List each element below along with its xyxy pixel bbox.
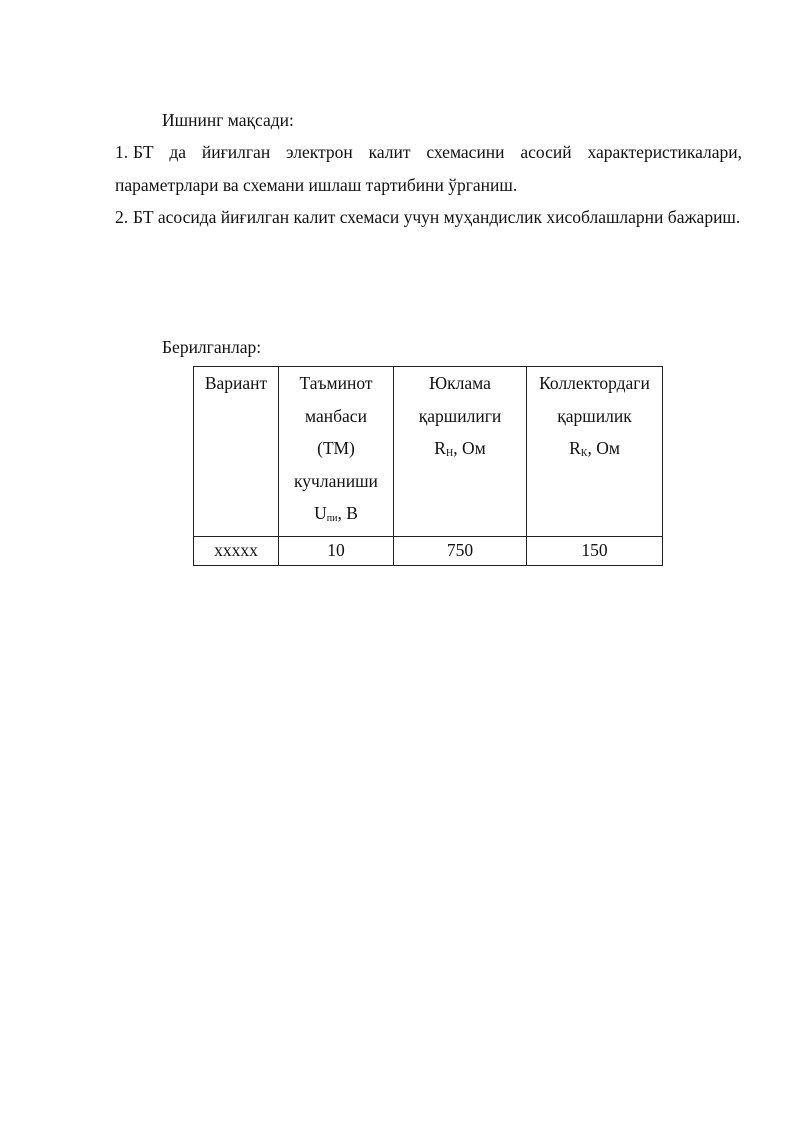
header-load-resistance [394, 367, 527, 537]
header-supply-line-4: кучланиши [294, 470, 378, 491]
purpose-item-1 [115, 136, 742, 201]
table-row [194, 536, 663, 565]
cell-supply-voltage: 10 [279, 536, 394, 565]
supply-unit: , В [337, 503, 358, 523]
purpose-heading: Ишнинг мақсади: [162, 110, 294, 130]
cell-collector-resistance: 150 [527, 536, 663, 565]
purpose-item-2-number: 2. [115, 207, 129, 227]
collector-symbol-sub: К [580, 448, 588, 459]
header-load-line-1: Юклама [429, 373, 491, 393]
supply-symbol-sub: пи [326, 513, 338, 524]
given-data-table [193, 366, 663, 566]
purpose-item-1-text: БТ да йиғилган электрон калит схемасини асосий характеристикалари, параметрлари ва схемани ишлаш тартибини ўрганиш. [115, 142, 742, 195]
table-header-row [194, 367, 663, 537]
supply-symbol: U [314, 503, 327, 523]
load-unit: , Ом [453, 438, 486, 458]
header-collector-symbol [531, 432, 658, 471]
header-supply-line-2: манбаси [305, 405, 367, 426]
header-collector-line-2: қаршилик [557, 405, 632, 426]
header-supply-line-3: (ТМ) [317, 438, 355, 458]
collector-symbol: R [569, 438, 581, 458]
cell-variant: xxxxx [194, 536, 279, 565]
header-supply-voltage [279, 367, 394, 537]
purpose-item-2 [115, 201, 742, 234]
header-variant [194, 367, 279, 537]
load-symbol: R [434, 438, 446, 458]
purpose-item-2-text: БТ асосида йиғилган калит схемаси учун муҳандислик хисоблашларни бажариш. [133, 207, 741, 227]
load-symbol-sub: Н [445, 448, 454, 459]
header-collector-resistance [527, 367, 663, 537]
header-supply-line-1: Таъминот [299, 373, 373, 393]
collector-unit: , Ом [587, 438, 620, 458]
given-heading: Берилганлар: [162, 337, 262, 357]
header-supply-symbol [283, 497, 389, 536]
cell-load-resistance: 750 [394, 536, 527, 565]
purpose-item-1-number: 1. [115, 142, 129, 162]
header-load-symbol [398, 432, 522, 471]
header-variant-label: Вариант [204, 373, 268, 393]
header-collector-line-1: Коллектордаги [539, 373, 650, 393]
header-load-line-2: қаршилиги [418, 405, 502, 426]
